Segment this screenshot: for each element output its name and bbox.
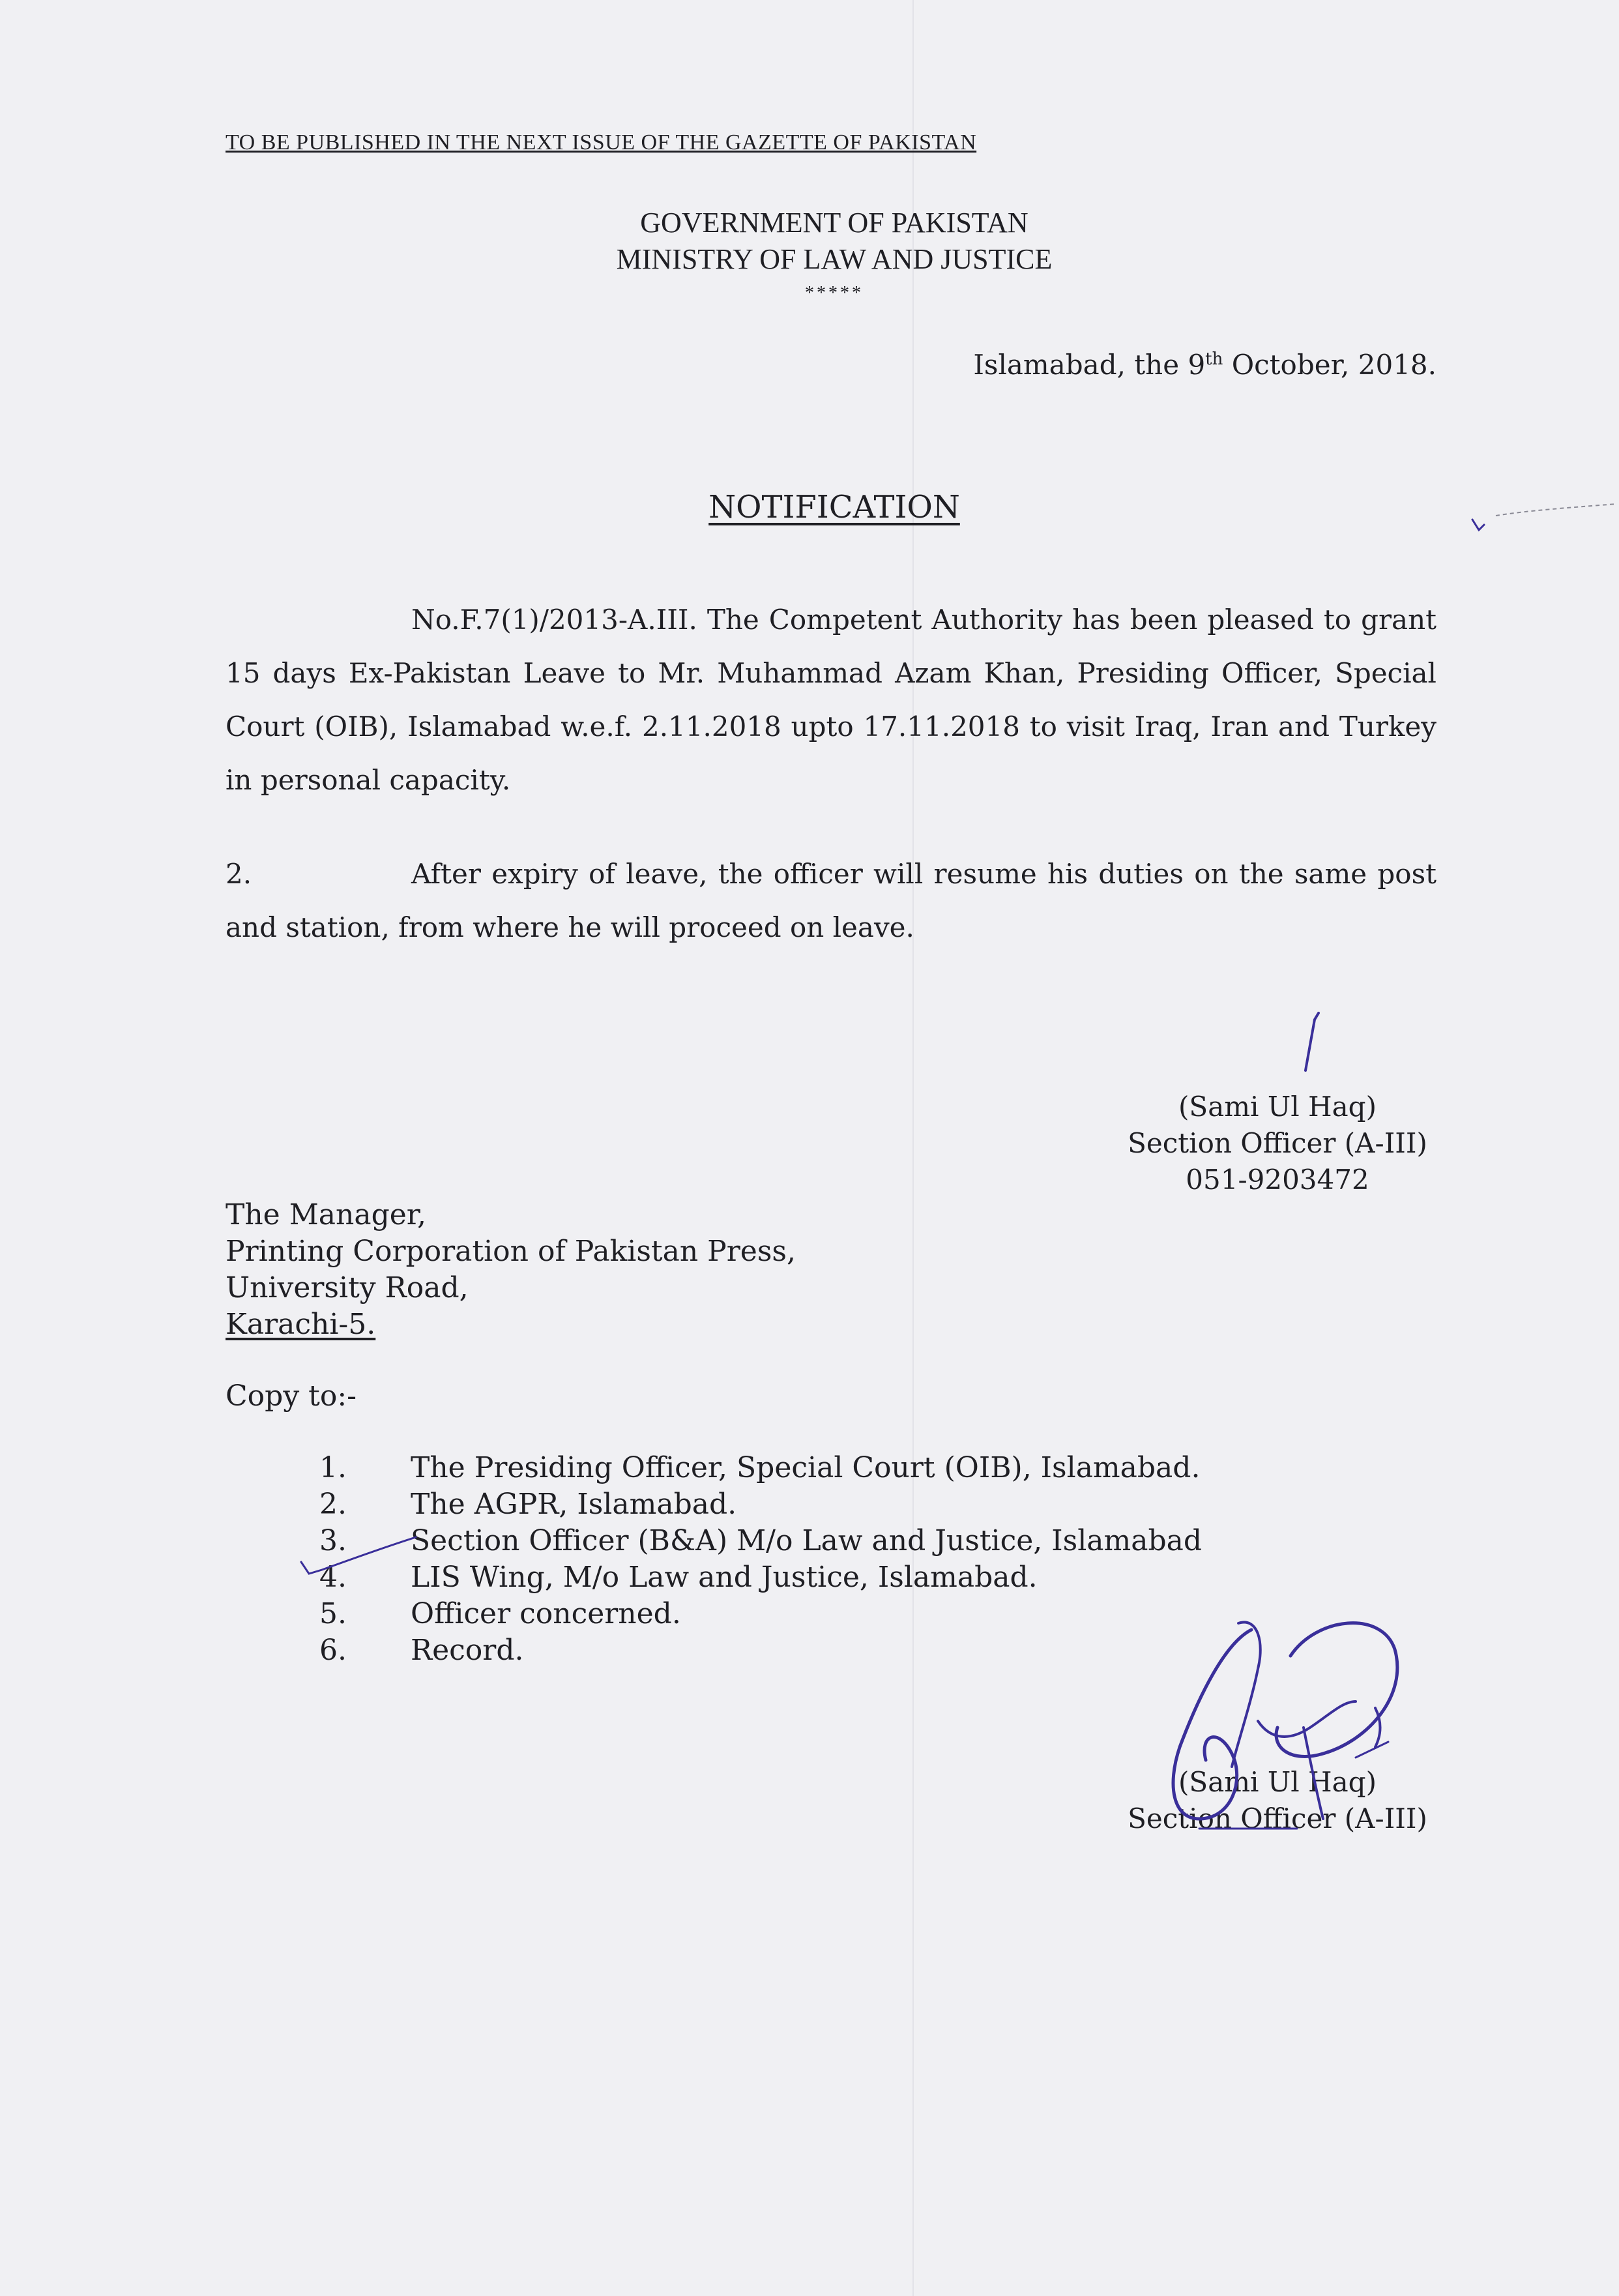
heading-separator: ***** <box>805 283 864 303</box>
date-prefix: Islamabad, the 9 <box>973 349 1206 381</box>
list-item-number: 1. <box>319 1451 347 1484</box>
signatory-name: (Sami Ul Haq) <box>1178 1091 1377 1123</box>
addressee-line-3: University Road, <box>226 1271 469 1304</box>
list-item-text: Record. <box>411 1634 524 1667</box>
copy-to-title: Copy to:- <box>226 1379 357 1413</box>
margin-tick-mark <box>1470 492 1619 544</box>
signatory-designation: Section Officer (A-III) <box>1128 1127 1427 1159</box>
list-item-number: 2. <box>319 1488 347 1521</box>
date-ordinal: th <box>1205 349 1223 369</box>
ministry-heading: MINISTRY OF LAW AND JUSTICE <box>616 243 1053 275</box>
gazette-note: TO BE PUBLISHED IN THE NEXT ISSUE OF THE GAZETTE OF PAKISTAN <box>226 130 977 155</box>
bottom-signatory-name: (Sami Ul Haq) <box>1178 1766 1377 1798</box>
list-item-number: 4. <box>319 1561 347 1594</box>
notification-paragraph-1: No.F.7(1)/2013-A.III. The Competent Authority has been pleased to grant 15 days Ex-Pakistan Leave to Mr. Muhammad Azam Khan, Presiding Officer, Special Court (OIB), Islamabad w.e.f. 2.11.2018 upto 17.11.2018 to visit Iraq, Iran and Turkey in personal capacity. <box>226 604 1437 796</box>
paragraph-2-number: 2. <box>226 858 252 890</box>
date-suffix: October, 2018. <box>1223 349 1437 381</box>
addressee-line-1: The Manager, <box>226 1198 426 1231</box>
addressee-line-4: Karachi-5. <box>226 1308 376 1341</box>
fold-line <box>912 0 914 2296</box>
initial-mark <box>1300 1010 1326 1076</box>
list-item-number: 3. <box>319 1524 347 1557</box>
list-item-text: Officer concerned. <box>411 1597 681 1630</box>
list-item-number: 5. <box>319 1597 347 1630</box>
addressee-line-2: Printing Corporation of Pakistan Press, <box>226 1235 796 1268</box>
signature <box>1160 1604 1421 1838</box>
signatory-block <box>1108 1089 1447 1198</box>
addressee-block <box>226 1197 796 1343</box>
issue-date <box>973 349 1437 381</box>
notification-title: NOTIFICATION <box>708 489 960 525</box>
bottom-signatory-designation: Section Officer (A-III) <box>1128 1803 1427 1834</box>
list-item-text: The Presiding Officer, Special Court (OIB), Islamabad. <box>411 1451 1201 1484</box>
list-item-text: LIS Wing, M/o Law and Justice, Islamabad. <box>411 1561 1038 1594</box>
list-item-text: Section Officer (B&A) M/o Law and Justice, Islamabad <box>411 1524 1203 1557</box>
government-heading: GOVERNMENT OF PAKISTAN <box>640 207 1028 239</box>
check-mark <box>299 1533 422 1585</box>
signatory-phone: 051-9203472 <box>1186 1164 1369 1196</box>
list-item-text: The AGPR, Islamabad. <box>411 1488 737 1521</box>
notification-paragraph-2: After expiry of leave, the officer will resume his duties on the same post and station, from where he will proceed on leave. <box>226 858 1437 943</box>
list-item-number: 6. <box>319 1634 347 1667</box>
